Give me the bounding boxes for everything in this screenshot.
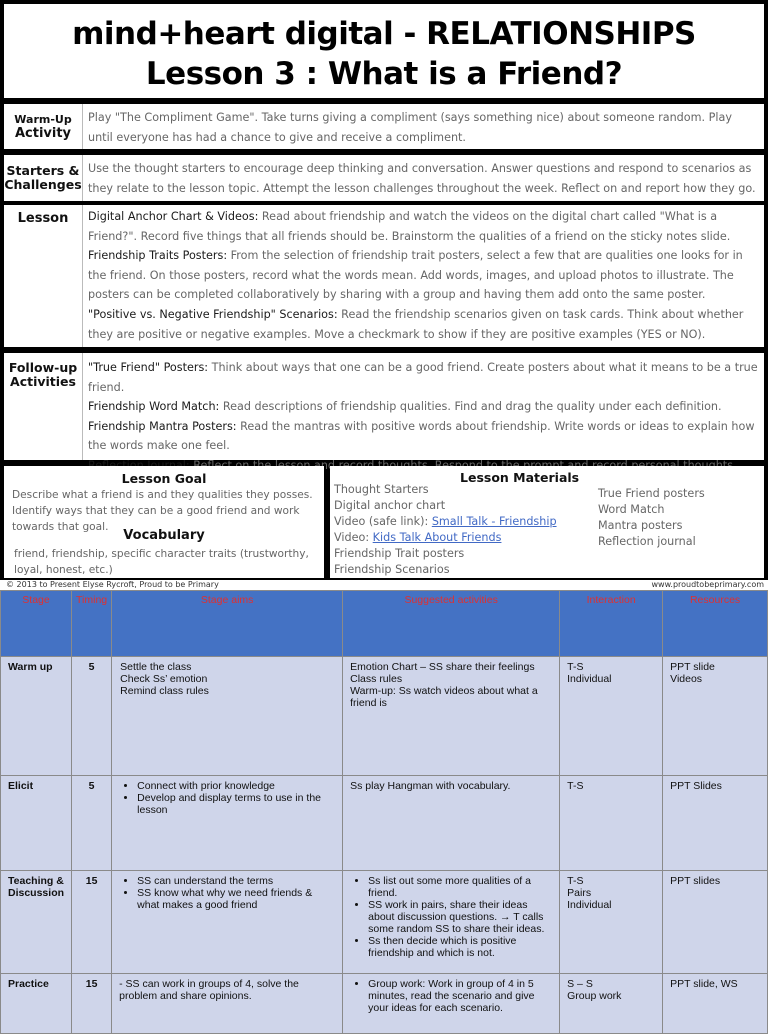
followup-item-lead: "True Friend" Posters: bbox=[88, 361, 209, 374]
followup-item-text: Think about ways that one can be a good friend. Create posters about what it means to be a true friend. bbox=[88, 361, 758, 394]
materials-list bbox=[334, 482, 557, 578]
material-item: True Friend posters bbox=[598, 487, 705, 500]
followup-item-text: and bbox=[313, 458, 336, 472]
video-link-kids-talk[interactable]: Kids Talk About Friends bbox=[372, 531, 502, 544]
material-item: Friendship Scenarios bbox=[334, 563, 450, 576]
header-stage-aims: Stage aims bbox=[112, 591, 343, 657]
interaction-line: Pairs bbox=[567, 887, 592, 899]
website-text: www.proudtobeprimary.com bbox=[651, 580, 764, 589]
vocabulary-text: friend, friendship, specific character traits (trustworthy, loyal, honest, etc.) bbox=[14, 548, 309, 576]
interaction-cell bbox=[560, 871, 663, 974]
aim-line: Check Ss’ emotion bbox=[120, 673, 208, 685]
lesson-item-text: Read about friendship and watch the videos on the digital chart called "What is a Friend?". Record five things that all friends should be. Brainstorm the qualities of a friend on the sticky notes slide. bbox=[88, 210, 731, 243]
warmup-label-line1: Warm-Up bbox=[14, 113, 72, 126]
resource-line: PPT slides bbox=[670, 875, 721, 887]
goal-panel bbox=[4, 466, 324, 578]
aim-item: • SS know what why we need friends & what makes a good friend bbox=[137, 887, 335, 911]
material-item: Mantra posters bbox=[598, 519, 683, 532]
table-header-row bbox=[1, 591, 768, 657]
activities-cell bbox=[343, 974, 560, 1034]
divider bbox=[82, 155, 83, 201]
aim-line: Remind class rules bbox=[120, 685, 209, 697]
timing-cell: 15 bbox=[72, 871, 112, 974]
divider bbox=[82, 353, 83, 460]
materials-heading: Lesson Materials bbox=[460, 470, 580, 485]
table-row bbox=[1, 974, 768, 1034]
starters-section bbox=[4, 155, 764, 201]
stage-table bbox=[0, 590, 768, 1034]
stage-cell: Warm up bbox=[1, 657, 72, 776]
header-suggested-activities: Suggested activities bbox=[343, 591, 560, 657]
activity-line: Ss play Hangman with vocabulary. bbox=[350, 780, 511, 792]
resource-line: Videos bbox=[670, 673, 703, 685]
header-interaction: Interaction bbox=[560, 591, 663, 657]
lesson-item-lead: "Positive vs. Negative Friendship" Scenarios: bbox=[88, 307, 338, 321]
interaction-line: T-S bbox=[567, 780, 584, 792]
lesson-item bbox=[88, 246, 760, 305]
header-resources: Resources bbox=[663, 591, 768, 657]
table-row bbox=[1, 776, 768, 871]
lesson-label: Lesson bbox=[17, 211, 69, 226]
divider bbox=[82, 104, 83, 149]
timing-cell: 5 bbox=[72, 776, 112, 871]
aims-cell bbox=[112, 657, 343, 776]
aims-cell bbox=[112, 776, 343, 871]
activity-line: Class rules bbox=[350, 673, 403, 685]
followup-section bbox=[4, 353, 764, 472]
aim-item: • SS can understand the terms bbox=[137, 875, 335, 887]
lesson-item-lead: Digital Anchor Chart & Videos: bbox=[88, 210, 259, 223]
interaction-line: T-S bbox=[567, 875, 584, 887]
lesson-item-text: Read the friendship scenarios given on task cards. Think about whether they are positive or negative examples. Move a checkmark to show if they are positive examples (YES or NO). bbox=[88, 307, 744, 341]
lesson-item-text: From the selection of friendship trait posters, select a few that are qualities one looks for in the friend. On those posters, record what the words mean. Add words, images, and upload photos to illustrate. The posters can be completed collaboratively by sharing with a group and having them add onto the same poster. bbox=[88, 249, 743, 302]
material-item bbox=[334, 514, 557, 530]
activity-item: • SS work in pairs, share their ideas about discussion questions. → T calls some random SS to share their ideas. bbox=[368, 899, 552, 935]
materials-list-2 bbox=[598, 486, 705, 550]
activities-list bbox=[350, 978, 552, 1014]
table-row bbox=[1, 657, 768, 776]
followup-item-lead: Friendship Word Match: bbox=[88, 400, 220, 414]
stage-cell: Practice bbox=[1, 974, 72, 1034]
warmup-label-line2: Activity bbox=[14, 126, 72, 141]
stage-cell: Elicit bbox=[1, 776, 72, 871]
resources-cell bbox=[663, 871, 768, 974]
lesson-item bbox=[88, 305, 760, 344]
page-subtitle: Lesson 3 : What is a Friend? bbox=[145, 56, 623, 92]
followup-body bbox=[88, 358, 760, 476]
starters-text: Use the thought starters to encourage deep thinking and conversation. Answer questions and respond to scenarios as they relate to the lesson topic. Attempt the lesson challenges throughout the week. Reflect on and report how they go. bbox=[88, 162, 756, 195]
timing-cell: 15 bbox=[72, 974, 112, 1034]
material-item-label: Video: bbox=[334, 531, 373, 544]
stage-cell: Teaching & Discussion bbox=[1, 871, 72, 974]
aim-line: - SS can work in groups of 4, solve the problem and share opinions. bbox=[119, 978, 299, 1002]
aims-cell bbox=[112, 871, 343, 974]
followup-item-text: Read the mantras with positive words about friendship. Write words or ideas to explain how the words make one feel. bbox=[88, 419, 755, 453]
followup-label-line1: Follow-up bbox=[8, 360, 78, 375]
materials-panel bbox=[330, 466, 764, 578]
material-item: Digital anchor chart bbox=[334, 499, 446, 512]
starters-label bbox=[4, 164, 82, 192]
divider bbox=[82, 205, 83, 347]
interaction-cell bbox=[560, 974, 663, 1034]
resources-cell bbox=[663, 974, 768, 1034]
warmup-label bbox=[4, 113, 82, 141]
starters-label-line2: Challenges bbox=[4, 177, 82, 192]
aim-line: Settle the class bbox=[120, 661, 192, 673]
page-title: mind+heart digital - RELATIONSHIPS bbox=[72, 16, 696, 52]
aim-item: • Connect with prior knowledge bbox=[137, 780, 335, 792]
activity-item: • Group work: Work in group of 4 in 5 minutes, read the scenario and give your ideas for each scenario. bbox=[368, 978, 552, 1014]
material-item: Thought Starters bbox=[334, 483, 429, 496]
activities-cell bbox=[343, 657, 560, 776]
resources-cell bbox=[663, 657, 768, 776]
followup-item bbox=[88, 397, 760, 417]
interaction-line: Individual bbox=[567, 899, 612, 911]
material-item-label: Video (safe link): bbox=[334, 515, 432, 528]
followup-label bbox=[4, 361, 82, 389]
activity-item: • Ss then decide which is positive friendship and which is not. bbox=[368, 935, 552, 959]
aim-item: • Develop and display terms to use in the lesson bbox=[137, 792, 335, 816]
aims-list bbox=[119, 780, 335, 816]
aims-list bbox=[119, 875, 335, 911]
lesson-body bbox=[88, 207, 760, 344]
resource-line: PPT Slides bbox=[670, 780, 722, 792]
header-stage: Stage bbox=[1, 591, 72, 657]
followup-label-line2: Activities bbox=[10, 374, 76, 389]
header-timing: Timing bbox=[72, 591, 112, 657]
activity-line: Warm-up: Ss watch videos about what a friend is bbox=[350, 685, 538, 709]
aims-cell bbox=[112, 974, 343, 1034]
followup-item bbox=[88, 417, 760, 456]
lesson-item bbox=[88, 207, 760, 246]
activities-cell bbox=[343, 871, 560, 974]
interaction-line: T-S bbox=[567, 661, 584, 673]
warmup-section bbox=[4, 104, 764, 149]
material-item: Word Match bbox=[598, 503, 665, 516]
interaction-line: Individual bbox=[567, 673, 612, 685]
material-item: Friendship Trait posters bbox=[334, 547, 465, 560]
video-link-small-talk[interactable]: Small Talk - Friendship bbox=[431, 515, 557, 528]
resource-line: PPT slide bbox=[670, 661, 715, 673]
interaction-cell bbox=[560, 776, 663, 871]
activities-cell bbox=[343, 776, 560, 871]
worksheet-title-panel bbox=[4, 4, 764, 98]
vocabulary-heading: Vocabulary bbox=[123, 528, 205, 543]
copyright-bar bbox=[0, 580, 768, 590]
material-item bbox=[334, 530, 557, 546]
lesson-item-lead: Friendship Traits Posters: bbox=[88, 249, 228, 263]
interaction-line: Group work bbox=[567, 990, 622, 1002]
warmup-text: Play "The Compliment Game". Take turns giving a compliment (says something nice) about someone random. Play until everyone has had a chance to give and receive a compliment. bbox=[88, 111, 732, 144]
starters-label-line1: Starters & bbox=[6, 163, 80, 178]
goal-text: Describe what a friend is and they qualities they posses. Identify ways that they can be a good friend and work towards that goal. bbox=[12, 489, 313, 533]
goal-heading: Lesson Goal bbox=[121, 471, 207, 486]
timing-cell: 5 bbox=[72, 657, 112, 776]
interaction-cell bbox=[560, 657, 663, 776]
lesson-section bbox=[4, 205, 764, 347]
interaction-line: S – S bbox=[567, 978, 593, 990]
resource-line: PPT slide, WS bbox=[670, 978, 738, 990]
material-item: Reflection journal bbox=[598, 535, 696, 548]
followup-item-lead: Friendship Mantra Posters: bbox=[88, 419, 237, 433]
followup-item-text: Read descriptions of friendship qualities. Find and drag the quality under each definition. bbox=[219, 400, 722, 414]
copyright-text: © 2013 to Present Elyse Rycroft, Proud to be Primary bbox=[6, 580, 219, 589]
resources-cell bbox=[663, 776, 768, 871]
activity-line: Emotion Chart – SS share their feelings bbox=[350, 661, 535, 673]
followup-item bbox=[88, 358, 760, 397]
activities-list bbox=[350, 875, 552, 959]
table-row bbox=[1, 871, 768, 974]
activity-item: • Ss list out some more qualities of a friend. bbox=[368, 875, 552, 899]
